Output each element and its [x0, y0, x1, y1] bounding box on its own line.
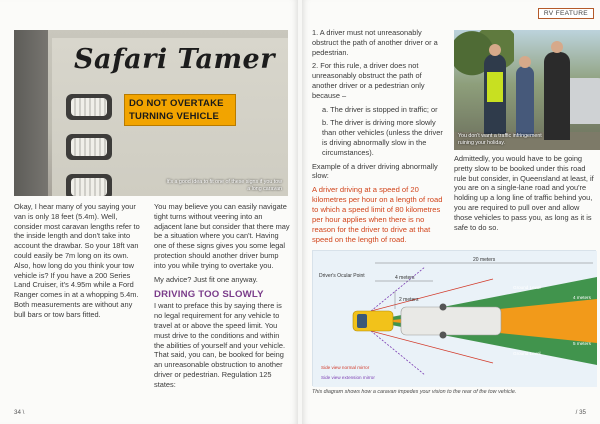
- label-ground-top: Ground Level: [513, 285, 541, 290]
- body-paragraph: Admittedly, you would have to be going pretty slow to be booked under this road rule but consider, in Queensland at least, if you are on a single-lane road and you're holding up a long line of traffic behind you, you are required to pull over and allow those vehicles to pass you, as long as it is safe to do so.: [454, 154, 594, 232]
- rule-item: 1. A driver must not unreasonably obstruct the path of another driver or a pedestrian.: [312, 28, 438, 57]
- person-head: [551, 41, 563, 53]
- police-officer: [484, 54, 506, 134]
- bystander: [516, 66, 534, 136]
- person-head: [489, 44, 501, 56]
- section-subhead: DRIVING TOO SLOWLY: [154, 289, 264, 301]
- wheel: [440, 332, 447, 339]
- sign-line: TURNING VEHICLE: [129, 111, 220, 122]
- label-ocular: Driver's Ocular Point: [319, 273, 365, 279]
- caravan: [401, 307, 501, 335]
- tail-lamp: [66, 174, 112, 196]
- windscreen: [357, 314, 367, 328]
- diagram-svg: [313, 251, 597, 387]
- label-4m: 4 meters: [395, 275, 415, 281]
- page-number: 34 \: [14, 409, 25, 416]
- left-page: [0, 0, 298, 424]
- photo-caption: You don't want a traffic infringement ruining your holiday.: [458, 133, 542, 146]
- photo-police-stop: [454, 30, 600, 150]
- label-2m: 2 meters: [399, 297, 419, 303]
- body-column: [454, 154, 596, 237]
- person-head: [519, 56, 531, 68]
- label-mirror-ext: Side view extension mirror: [321, 375, 375, 380]
- right-page: [302, 0, 600, 424]
- body-column: [312, 28, 444, 250]
- label-mirror-normal: Side view normal mirror: [321, 365, 370, 370]
- page-number: / 35: [575, 409, 586, 416]
- wheel: [440, 304, 447, 311]
- body-paragraph: Okay, I hear many of you saying your van is only 18 feet (5.4m). Well, consider most caravan lengths refer to the inside length and don't take into account the drawbar. So your 18ft van could easily be 7m long on its own. Also, how long do you think your tow vehicle is? If you have a 200 Series Land Cruiser, it's 4.95m while a Ford Ranger comes in at a whopping 5.4m. Both measurements are without any bull bars or tow bars fitted.: [14, 202, 140, 319]
- sign-line: DO NOT OVERTAKE: [129, 98, 224, 109]
- section-tag: RV FEATURE: [538, 8, 594, 19]
- label-ground-bottom: Ground Level: [513, 351, 541, 356]
- do-not-overtake-sign: [124, 94, 236, 126]
- body-paragraph: My advice? Just fit one anyway.: [154, 275, 258, 285]
- photo-caption: It's a good idea to fit one of these signs if you tow a long caravan: [166, 179, 282, 192]
- body-paragraph: I want to preface this by saying there is no legal requirement for any vehicle to travel at or above the speed limit. You must drive to the conditions and within the abilities of yourself and your vehicle. That said, you can, be booked for being an unreasonable obstruction to another driver or pedestrian. Regulation 125 states:: [154, 301, 286, 389]
- body-paragraph: You may believe you can easily navigate tight turns without veering into an adjacent lane but consider that there may be a situation where you can't. Having one of these signs gives you some legal protection should another driver bump into you while trying to overtake you.: [154, 202, 290, 270]
- body-column: [154, 202, 290, 394]
- rule-subitem: b. The driver is driving more slowly than other vehicles (unless the driver is driving abnormally slow in the circumstances).: [322, 118, 443, 157]
- tail-lamp: [66, 94, 112, 120]
- label-side-bottom: 5 meters: [573, 341, 591, 346]
- blind-spot-diagram: [312, 250, 596, 386]
- tail-lamp: [66, 134, 112, 160]
- rule-item: 2. For this rule, a driver does not unreasonably obstruct the path of another driver or a pedestrian only because –: [312, 61, 425, 100]
- rule-subitem: a. The driver is stopped in traffic; or: [322, 104, 438, 114]
- body-column: [14, 202, 144, 324]
- label-side-top: 4 meters: [573, 295, 591, 300]
- diagram-caption: This diagram shows how a caravan impedes your vision to the rear of the tow vehicle.: [312, 389, 517, 395]
- example-text: A driver driving at a speed of 20 kilometres per hour on a length of road to which a speed limit of 80 kilometres per hour applies when there is no reason for the driver to drive at that speed on the length of road.: [312, 185, 443, 245]
- label-20m: 20 meters: [473, 257, 496, 263]
- driver: [544, 52, 570, 140]
- caravan-trim: [14, 30, 48, 196]
- caravan-brand: Safari Tamer: [74, 44, 275, 75]
- example-label: Example of a driver driving abnormally slow:: [312, 161, 438, 181]
- photo-warning-sign: [14, 30, 288, 196]
